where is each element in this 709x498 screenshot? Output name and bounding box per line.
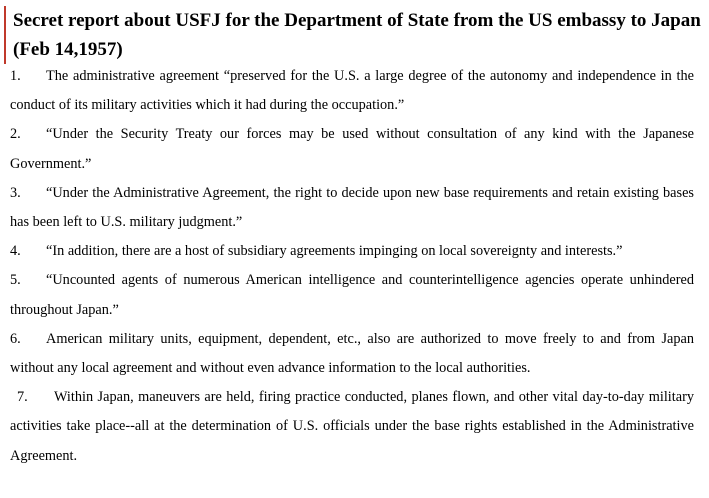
item-number: 7. [17, 389, 28, 406]
item-number: 6. [10, 330, 21, 347]
list-item [10, 62, 694, 120]
numbered-list [10, 62, 694, 471]
item-text: “Under the Administrative Agreement, the right to decide upon new base requirements and retain existing bases has been left to U.S. military judgment.” [10, 184, 694, 231]
title-block [4, 6, 709, 64]
list-item [10, 383, 694, 471]
item-text: The administrative agreement “preserved for the U.S. a large degree of the autonomy and independence in the conduct of its military activities which it had during the occupation.” [10, 68, 694, 114]
item-number: 3. [10, 184, 21, 201]
list-item [10, 237, 694, 266]
item-number: 4. [10, 243, 21, 260]
list-item [10, 179, 694, 237]
item-number: 1. [10, 68, 21, 84]
list-item [10, 120, 694, 178]
item-number: 2. [10, 126, 21, 143]
item-text: “Under the Security Treaty our forces may be used without consultation of any kind with the Japanese Government.” [10, 126, 694, 172]
item-text: Within Japan, maneuvers are held, firing practice conducted, planes flown, and other vital day-to-day military activities take place--all at the determination of U.S. officials under the base rights established in the Administrative Agreement. [10, 389, 694, 464]
list-item [10, 325, 694, 383]
item-text: “Uncounted agents of numerous American intelligence and counterintelligence agencies operate unhindered throughout Japan.” [10, 272, 694, 318]
item-text: “In addition, there are a host of subsidiary agreements impinging on local sovereignty and interests.” [46, 243, 623, 260]
item-number: 5. [10, 272, 21, 289]
list-item [10, 266, 694, 324]
document-title: Secret report about USFJ for the Department of State from the US embassy to Japan (Feb 14,1957) [13, 10, 701, 60]
item-text: American military units, equipment, dependent, etc., also are authorized to move freely to and from Japan without any local agreement and without even advance information to the local authorities. [10, 330, 694, 377]
